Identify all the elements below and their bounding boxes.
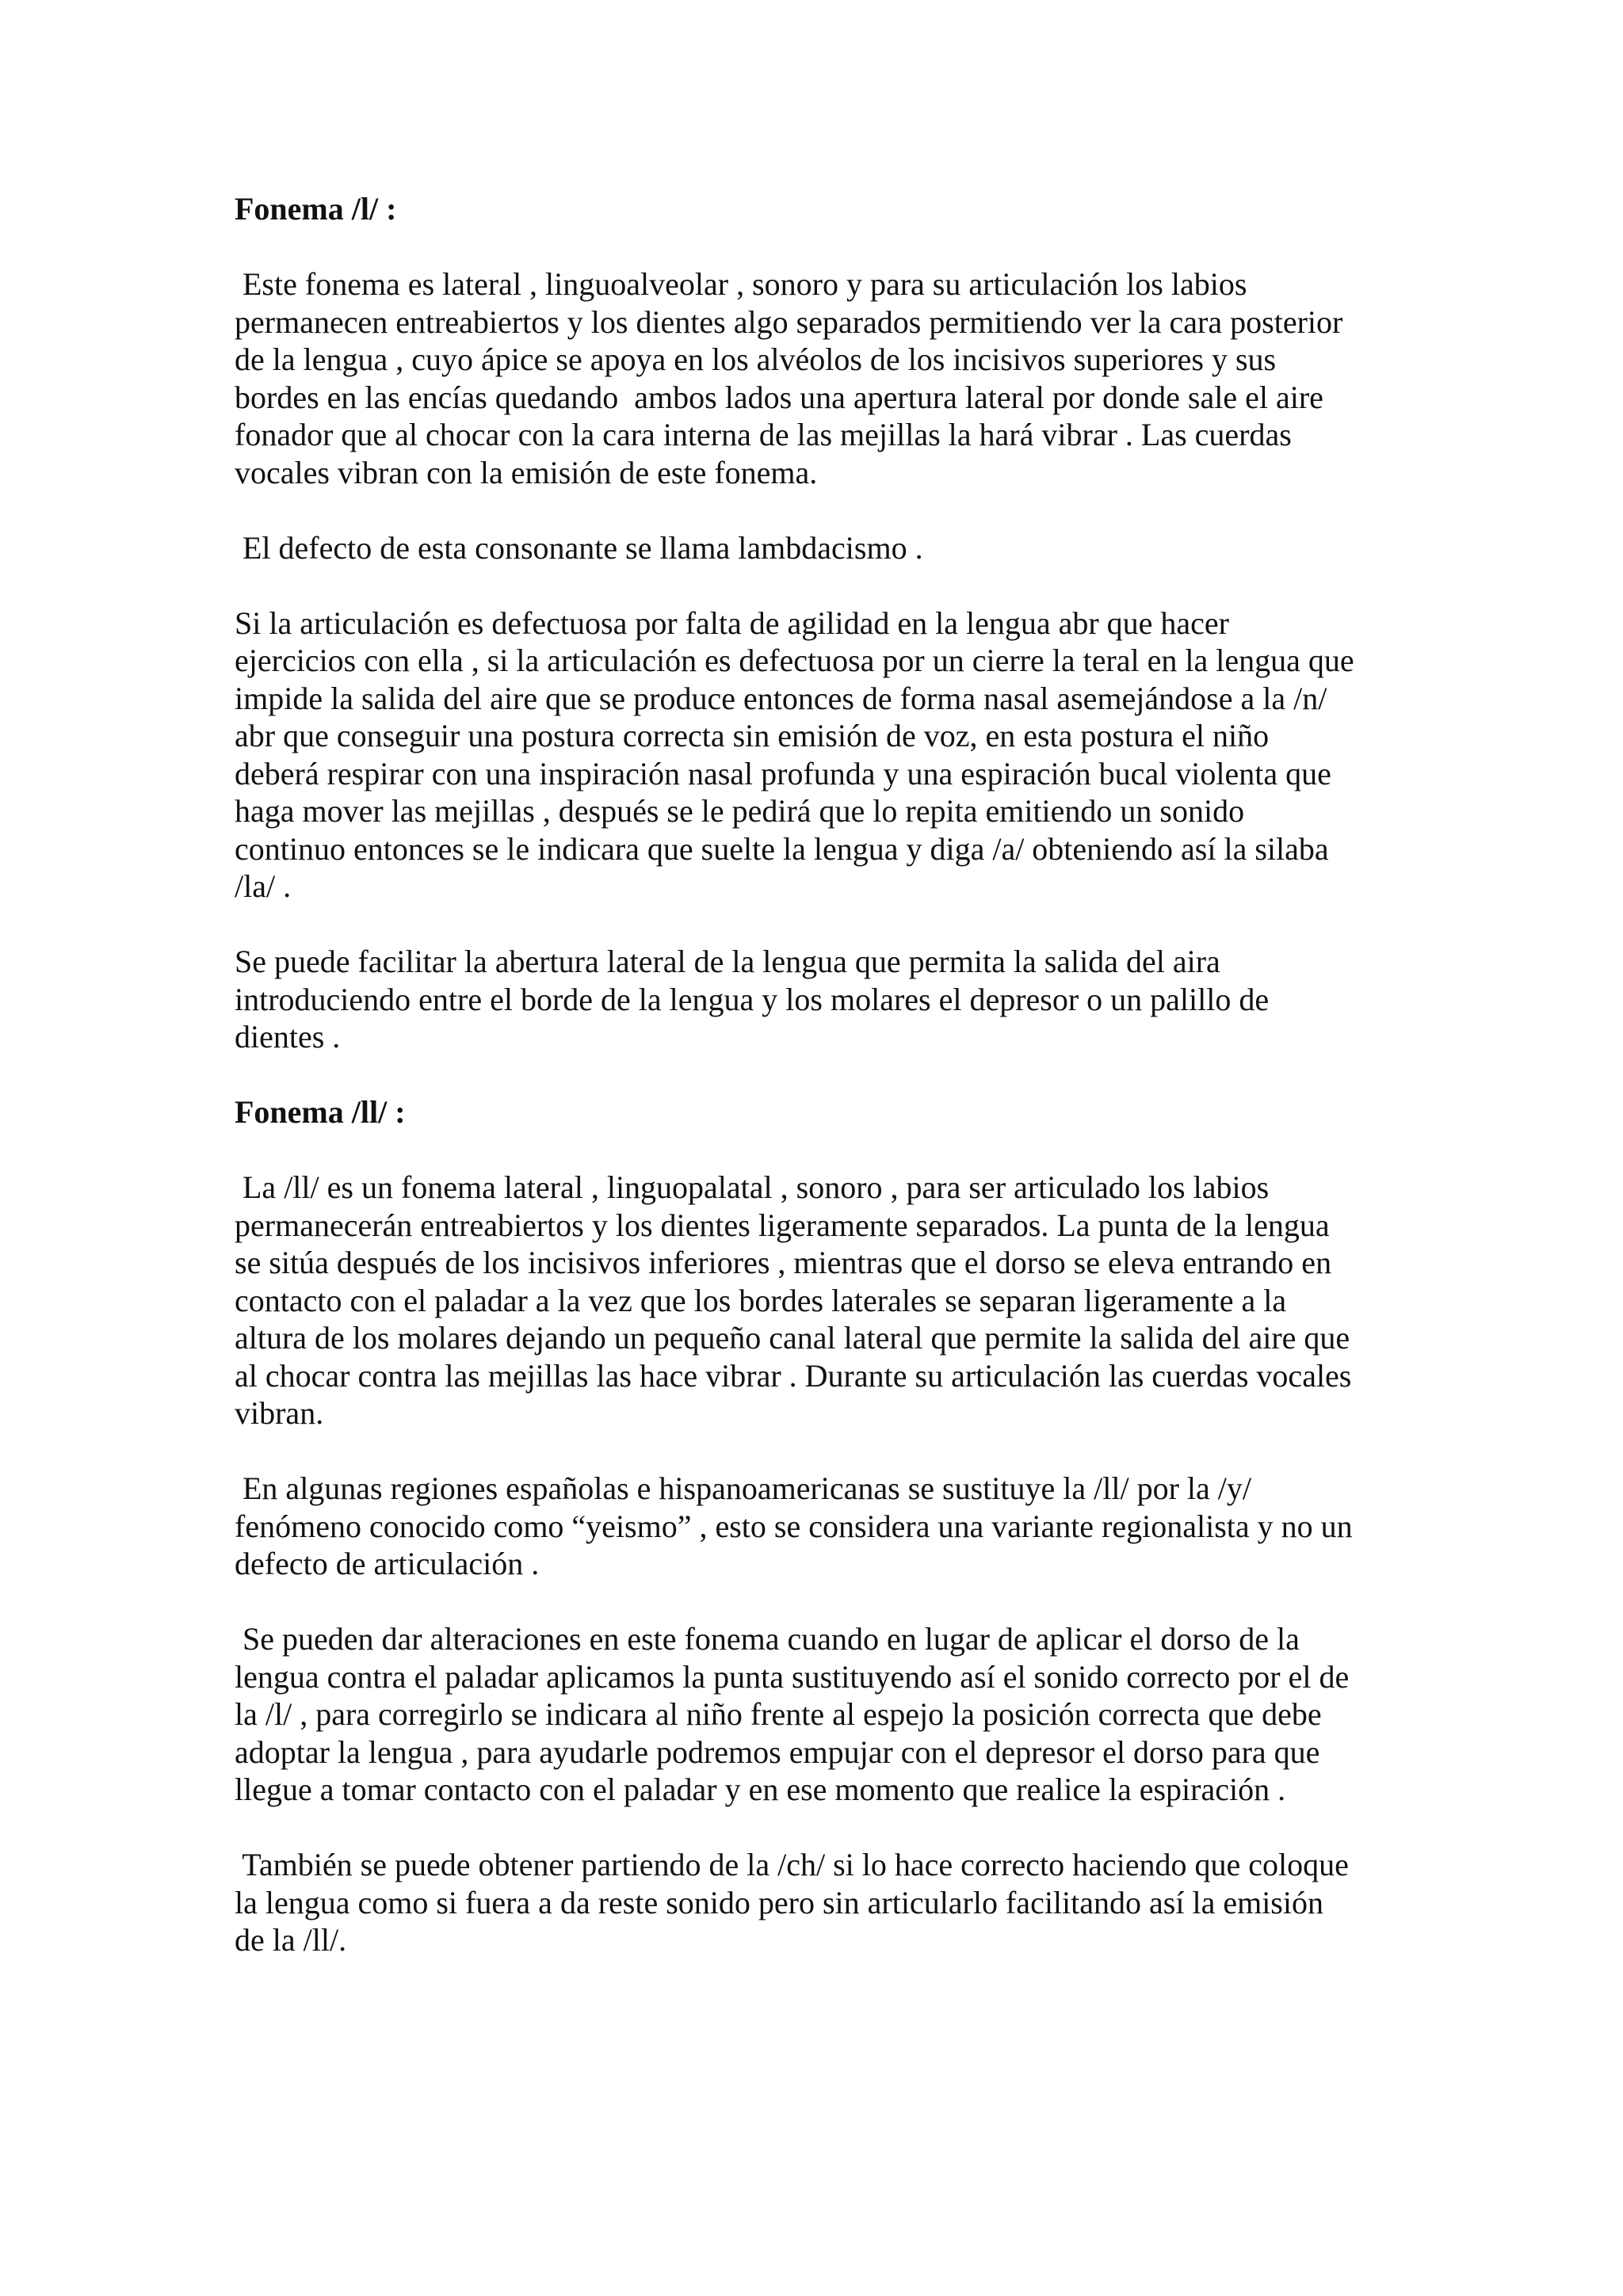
text-line: adoptar la lengua , para ayudarle podremos empujar con el depresor el dorso para que — [235, 1733, 1320, 1770]
text-line: contacto con el paladar a la vez que los bordes laterales se separan ligeramente a la — [235, 1282, 1287, 1318]
body-paragraph — [235, 1620, 1423, 1809]
text-line: El defecto de esta consonante se llama lambdacismo . — [235, 529, 923, 566]
text-line: ejercicios con ella , si la articulación es defectuosa por un cierre la teral en la lengua que — [235, 643, 1354, 678]
body-paragraph — [235, 1169, 1423, 1432]
text-line: vocales vibran con la emisión de este fonema. — [235, 454, 818, 490]
text-line: deberá respirar con una inspiración nasal profunda y una espiración bucal violenta que — [235, 755, 1331, 791]
text-line: continuo entonces se le indicara que suelte la lengua y diga /a/ obteniendo así la silaba — [235, 830, 1329, 867]
text-line: de la /ll/. — [235, 1922, 347, 1958]
text-line: /la/ . — [235, 868, 292, 904]
text-line: fenómeno conocido como “yeismo” , esto se considera una variante regionalista y no un — [235, 1508, 1353, 1544]
text-line: defecto de articulación . — [235, 1546, 540, 1581]
text-line: vibran. — [235, 1395, 324, 1431]
text-line: altura de los molares dejando un pequeño canal lateral que permite la salida del aire que — [235, 1320, 1350, 1356]
text-line: se sitúa después de los incisivos inferiores , mientras que el dorso se eleva entrando en — [235, 1245, 1332, 1280]
text-line: llegue a tomar contacto con el paladar y en ese momento que realice la espiración . — [235, 1772, 1286, 1807]
text-line: Si la articulación es defectuosa por falta de agilidad en la lengua abr que hacer — [235, 605, 1229, 641]
text-line: En algunas regiones españolas e hispanoamericanas se sustituye la /ll/ por la /y/ — [235, 1470, 1251, 1506]
text-line: dientes . — [235, 1019, 341, 1055]
text-line: La /ll/ es un fonema lateral , linguopalatal , sonoro , para ser articulado los labios — [235, 1169, 1270, 1205]
text-line: bordes en las encías quedando ambos lados una apertura lateral por donde sale el aire — [235, 379, 1323, 415]
body-paragraph — [235, 1470, 1423, 1583]
text-line: fonador que al chocar con la cara interna de las mejillas la hará vibrar . Las cuerdas — [235, 417, 1292, 452]
text-line: introduciendo entre el borde de la lengua y los molares el depresor o un palillo de — [235, 981, 1270, 1017]
text-line: permanecerán entreabiertos y los dientes ligeramente separados. La punta de la lengua — [235, 1207, 1330, 1243]
text-line: la lengua como si fuera a da reste sonido pero sin articularlo facilitando así la emisión — [235, 1884, 1323, 1920]
text-line: la /l/ , para corregirlo se indicara al niño frente al espejo la posición correcta que debe — [235, 1696, 1322, 1732]
body-paragraph — [235, 943, 1423, 1056]
text-line: haga mover las mejillas , después se le pedirá que lo repita emitiendo un sonido — [235, 793, 1245, 829]
text-line: abr que conseguir una postura correcta sin emisión de voz, en esta postura el niño — [235, 718, 1270, 753]
text-line: permanecen entreabiertos y los dientes algo separados permitiendo ver la cara posterior — [235, 303, 1343, 340]
section-heading: Fonema /l/ : — [235, 191, 397, 227]
text-line: al chocar contra las mejillas las hace vibrar . Durante su articulación las cuerdas vocales — [235, 1357, 1352, 1394]
text-line: Se puede facilitar la abertura lateral de la lengua que permita la salida del aira — [235, 944, 1220, 979]
text-line: lengua contra el paladar aplicamos la punta sustituyendo así el sonido correcto por el de — [235, 1658, 1350, 1695]
text-line: de la lengua , cuyo ápice se apoya en los alvéolos de los incisivos superiores y sus — [235, 341, 1277, 377]
body-paragraph — [235, 1846, 1423, 1959]
body-paragraph — [235, 265, 1423, 491]
body-paragraph — [235, 529, 1423, 567]
document-body — [235, 190, 1423, 1997]
section-heading: Fonema /ll/ : — [235, 1094, 406, 1130]
text-line: Este fonema es lateral , linguoalveolar , sonoro y para su articulación los labios — [235, 266, 1247, 302]
text-line: impide la salida del aire que se produce entonces de forma nasal asemejándose a la /n/ — [235, 680, 1327, 716]
text-line: Se pueden dar alteraciones en este fonema cuando en lugar de aplicar el dorso de la — [235, 1621, 1300, 1657]
text-line: También se puede obtener partiendo de la /ch/ si lo hace correcto haciendo que coloque — [235, 1847, 1349, 1882]
body-paragraph — [235, 605, 1423, 906]
